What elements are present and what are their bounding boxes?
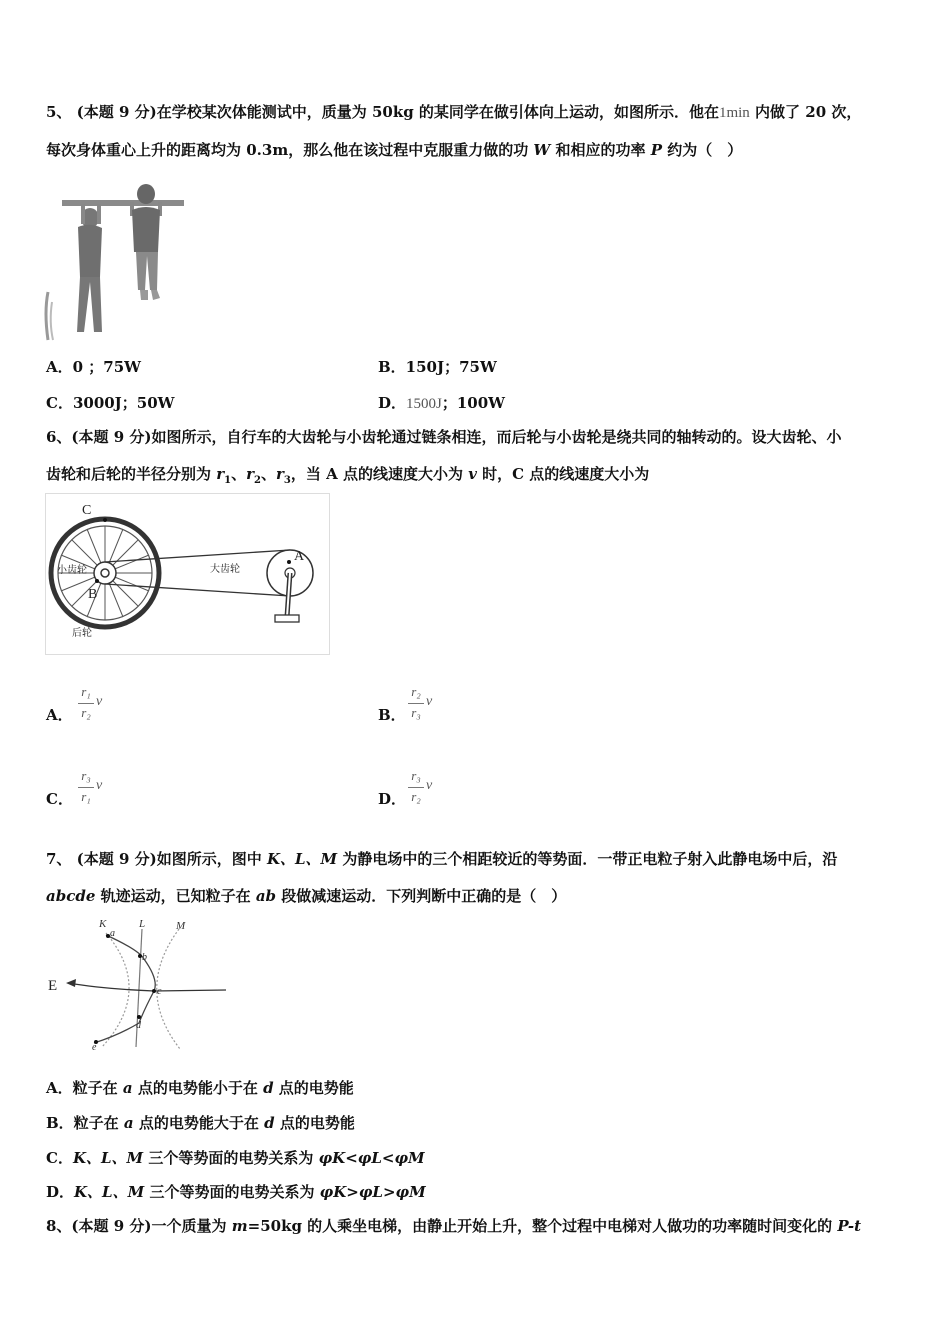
q6-option-c[interactable]: C． [46,790,73,808]
q6-option-a[interactable]: A． [46,706,73,724]
label-a: A [294,549,305,564]
label-small-gear: 小齿轮 [57,565,87,576]
q7-option-d[interactable]: D．K、L、M 三个等势面的电势关系为 φK>φL>φM [46,1183,426,1201]
q7-option-c[interactable]: C．K、L、M 三个等势面的电势关系为 φK<φL<φM [46,1149,425,1167]
q7-field-figure [44,915,234,1053]
q5-pullup-figure [44,182,189,344]
q7-stem-line2: abcde 轨迹运动，已知粒子在 ab 段做减速运动．下列判断中正确的是（ ） [46,887,567,905]
q6-stem-line1: 6、(本题 9 分)如图所示，自行车的大齿轮与小齿轮通过链条相连，而后轮与小齿轮是绕共同的轴转动的。设大齿轮、小 [46,428,842,446]
q5-stem-line1: 5、 (本题 9 分)在学校某次体能测试中，质量为 50kg 的某同学在做引体向上运动，如图所示．他在1min 内做了 20 次， [46,103,862,121]
label-big-gear: 大齿轮 [210,564,240,575]
label-b: b [142,952,147,963]
q5-option-d[interactable]: D．1500J；100W [378,394,506,412]
q5-option-b[interactable]: B．150J；75W [378,358,497,376]
label-e: e [92,1042,97,1053]
q6-bicycle-figure [45,493,330,655]
label-m: M [176,920,186,932]
q5-stem-line2: 每次身体重心上升的距离均为 0.3m，那么他在该过程中克服重力做的功 W 和相应的功率 P 约为（ ） [46,141,743,159]
q6-stem-line2: 齿轮和后轮的半径分别为 $r_1$、$r_2$、$r_3$，当 A 点的线速度大小为 v 时，C 点的线速度大小为 [46,465,650,486]
q7-option-a[interactable]: A．粒子在 a 点的电势能小于在 d 点的电势能 [46,1079,354,1097]
q5-option-c[interactable]: C．3000J；50W [46,394,175,412]
label-k: K [99,918,107,930]
q8-stem-line1: 8、(本题 9 分)一个质量为 m=50kg 的人乘坐电梯，由静止开始上升，整个过程中电梯对人做功的功率随时间变化的 P-t [46,1217,862,1235]
q6-option-b[interactable]: B． [378,706,406,724]
label-l: L [139,918,146,930]
q5-option-a[interactable]: A．0 ；75W [46,358,142,376]
q7-stem-line1: 7、 (本题 9 分)如图所示，图中 K、L、M 为静电场中的三个相距较近的等势面．一带正电粒子射入此静电场中后，沿 [46,850,838,868]
label-c: C [82,503,92,518]
q6-option-d[interactable]: D． [378,790,407,808]
label-e-field: E [48,978,58,994]
label-d: d [136,1020,141,1031]
q7-option-b[interactable]: B．粒子在 a 点的电势能大于在 d 点的电势能 [46,1114,355,1132]
label-a: a [110,928,115,939]
label-c: c [157,986,162,997]
label-b: B [88,587,98,602]
label-rear-wheel: 后轮 [72,628,92,639]
